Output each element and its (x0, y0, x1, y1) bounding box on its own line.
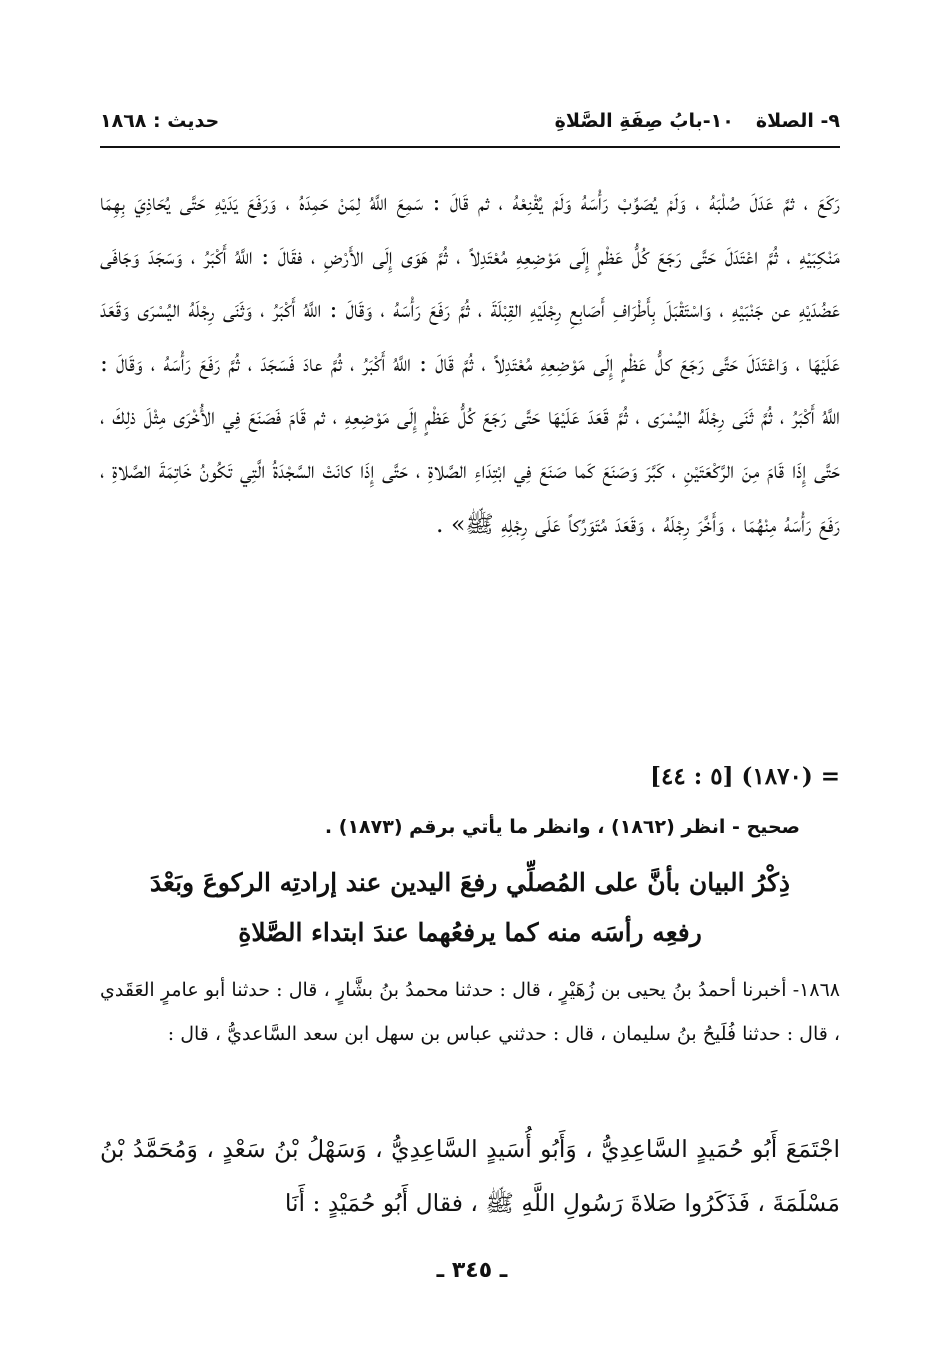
page-number: ـ ٣٤٥ ـ (436, 1258, 508, 1283)
hadith-grade-note: صحيح - انظر (١٨٦٢) ، وانظر ما يأتي برقم (١٨٧٣) . (324, 816, 800, 838)
chapter-heading-line-2: رفعِه رأسَه منه كما يرفعُهما عندَ ابتداء الصَّلاةِ (238, 918, 702, 947)
header-right-group (555, 110, 840, 132)
header-hadith-number: حديث : ١٨٦٨ (100, 110, 220, 132)
cross-reference: = (١٨٧٠) [٥ : ٤٤] (650, 763, 840, 790)
header-book-chapter: ٩- الصلاة (755, 110, 840, 132)
chapter-heading-line-1: ذِكْرُ البيان بأنَّ على المُصلِّي رفعَ اليدين عند إرادتِه الركوعَ وبَعْدَ (149, 868, 791, 897)
isnad-chain: ١٨٦٨- أخبرنا أحمدُ بنُ يحيى بن زُهَيْرٍ ، قال : حدثنا محمدُ بنُ بشَّارٍ ، قال : حدثنا أبو عامرٍ العَقَدي ، قال : حدثنا فُلَيحُ بنُ سليمان ، قال : حدثني عباس بن سهل ابن سعد السَّاعديُّ ، قال : (100, 979, 840, 1045)
running-header (100, 104, 840, 138)
header-section-title: ١٠-بابُ صِفَةِ الصَّلاةِ (554, 110, 734, 132)
hadith-text-paragraph: رَكَعَ ، ثمَّ عَدَلَ صُلْبَهُ ، وَلَمْ يُصَوِّبْ رَأْسَهُ وَلَمْ يُقْنِعْهُ ، ثم قَالَ : سَمِعَ اللَّهُ لِمَنْ حَمِدَهُ ، وَرَفَعَ يَدَيْهِ حَتَّى يُحَاذِيَ بِهِمَا مَنْكِبَيْهِ ، ثُمَّ اعْتَدَلَ حَتَّى رَجَعَ كُلُّ عَظْمٍ إِلَى مَوْضِعِهِ مُعْتَدِلاً ، ثُمَّ هَوَى إِلَى الأَرْضِ ، فقَالَ : اللَّهُ أَكْبَرُ ، وَسَجَدَ وَجَافَى عَضُدَيْهِ عن جَنْبَيْهِ ، وَاسْتَقْبَلَ بِأَطْرَافِ أَصَابِعِ رِجْلَيْهِ القِبْلَةَ ، ثُمَّ رَفَعَ رَأْسَهُ ، وَقَالَ : اللَّهُ أَكْبَرُ ، وَثَنَى رِجْلَهُ اليُسْرَى وَقَعَدَ عَلَيْهَا ، وَاعْتَدَلَ حَتَّى رَجَعَ كلُّ عَظْمٍ إِلَى مَوْضِعِهِ مُعْتَدِلاً ، ثُمَّ قَالَ : اللَّهُ أَكْبَرُ ، ثُمَّ عادَ فَسَجَدَ ، ثُمَّ رَفَعَ رَأْسَهُ ، وَقَالَ : اللَّهُ أَكْبَرُ ، ثُمَّ ثَنَى رِجْلَهُ اليُسْرَى ، ثُمَّ قَعَدَ عَلَيْهَا حَتَّى رَجَعَ كُلُّ عَظْمٍ إِلَى مَوْضِعِهِ ، ثم قَامَ فَصَنَعَ فِي الأُخْرَى مِثْلَ ذلِكَ ، حَتَّى إِذَا قَامَ مِنَ الرَّكْعَتَيْنِ ، كَبَّرَ وَصَنَعَ كَما صَنَعَ فِي ابْتِدَاءِ الصَّلاةِ ، حَتَّى إِذَا كانَتْ السَّجْدَةُ الَّتِي تَكُونُ خَاتِمَةَ الصَّلاةِ ، رَفَعَ رَأْسَهُ مِنْهُمَا ، وَأَخَّرَ رِجْلَهُ ، وَقَعَدَ مُتَوَرِّكاً عَلَى رِجْلِهِ ﷺ» . (100, 188, 840, 538)
header-rule (100, 146, 840, 148)
hadith-matn-paragraph: اجْتَمَعَ أَبُو حُمَيدٍ السَّاعِدِيُّ ، وَأَبُو أُسَيدٍ السَّاعِدِيُّ ، وَسَهْلُ بْنُ سَعْدٍ ، وَمُحَمَّدُ بْنُ مَسْلَمَةَ ، فَذَكَرُوا صَلاةَ رَسُولِ اللَّهِ ﷺ ، فقال أَبُو حُمَيْدٍ : أَنَا (100, 1135, 840, 1217)
chapter-heading (100, 858, 840, 958)
